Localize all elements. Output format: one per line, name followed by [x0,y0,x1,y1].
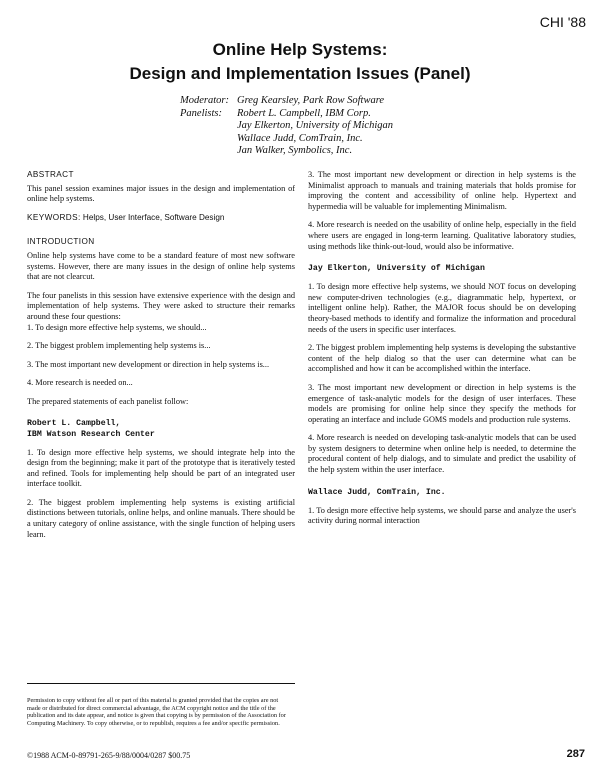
question-item: The prepared statements of each panelist follow: [27,396,189,406]
elkerton-heading: Jay Elkerton, University of Michigan [308,264,485,274]
question-item: 1. To design more effective help systems, we should... [27,322,207,332]
right-column [308,170,576,535]
permission-notice: Permission to copy without fee all or part of this material is granted provided that the copies are not made or distributed for direct commercial advantage, the ACM copyright notice and the title of the publication and its date appear, and notice is given that copying is by permission of the Association for Computing Machinery. To copy otherwise, or to republish, requires a fee and/or specific permission. [27,697,286,728]
panelists-list [237,108,393,158]
judd-answer: 1. To design more effective help systems, we should parse and analyze the user's activity during normal interaction [308,505,576,526]
panelist-name: Wallace Judd, ComTrain, Inc. [237,132,363,144]
campbell-answer: 2. The biggest problem implementing help systems is existing artificial distinctions between tutorials, online helps, and online manuals. There should be a unitary category of online assistance, with the single function of helping users learn. [27,497,295,539]
campbell-answer: 1. To design more effective help systems, we should integrate help into the design from the beginning; make it part of the prototype that is iteratively tested and refined. Tools for implementing help should be part of an integrated user interface toolkit. [27,447,295,489]
panelist-name: Robert L. Campbell, IBM Corp. [237,107,371,119]
elkerton-answer: 1. To design more effective help systems, we should NOT focus on developing new computer-driven technologies (e.g., diagrammatic help, hypertext, or intelligent online help). Rather, the MAJOR focus should be on developing theory-based methods to identify and formalize the information and procedural needs of the users in specific user interfaces. [308,282,576,334]
title-line-1: Online Help Systems: [212,40,388,59]
campbell-heading [27,418,295,440]
judd-heading: Wallace Judd, ComTrain, Inc. [308,487,446,497]
page-number: 287 [566,748,585,760]
panelist-name: Jan Walker, Symbolics, Inc. [237,145,353,156]
panelist-heading-affiliation: IBM Watson Research Center [27,429,155,439]
panelist-name: Jay Elkerton, University of Michigan [237,120,393,131]
keywords-text: Helps, User Interface, Software Design [82,212,225,222]
footnote-rule [27,683,295,684]
elkerton-answer: 2. The biggest problem implementing help systems is developing the substantive content of the help dialog so that the user can determine what can be accomplished and how it can be accomplished within the interface. [308,343,576,374]
title-line-2: Design and Implementation Issues (Panel) [129,64,471,83]
abstract-heading: ABSTRACT [27,170,74,179]
elkerton-answer: 4. More research is needed on developing task-analytic models that can be used by system designers to determine when online help is needed, to determine the procedural content of help dialogs, and to simulate and predict the usability of the help system within the user interface. [308,433,576,475]
question-item: 4. More research is needed on... [27,378,133,388]
keywords [27,213,295,224]
abstract-text: This panel session examines major issues in the design and implementation of online help systems. [27,183,295,204]
campbell-answer: 4. More research is needed on the usability of online help, especially in the field where users are engaged in long-term learning. Qualitative laboratory studies, using methods like think-out-loud, would also be informative. [308,220,576,251]
copyright-line: ©1988 ACM-0-89791-265-9/88/0004/0287 $00.75 [27,751,191,760]
conference-label: CHI '88 [539,14,586,30]
panelists-label: Panelists: [180,107,222,119]
elkerton-answer: 3. The most important new development or direction in help systems is the emergence of task-analytic models for the design of user interfaces. These models are promising for online help since they specify the methods for operating an interface and include GOMS models and production rule systems. [308,382,576,424]
campbell-answer: 3. The most important new development or direction in help systems is the Minimalist approach to manuals and training materials that holds promise for improving the content and accessibility of online help. Hypertext and hypermedia will be valuable for implementing Minimalism. [308,170,576,211]
moderator-label: Moderator: [180,95,229,106]
moderator-name: Greg Kearsley, Park Row Software [237,95,385,106]
question-item: 3. The most important new development or direction in help systems is... [27,359,270,369]
keywords-label: KEYWORDS: [27,212,81,222]
left-column [27,170,295,548]
panelist-heading-name: Robert L. Campbell, [27,418,121,428]
intro-paragraph: The four panelists in this session have extensive experience with the design and implementation of help systems. They were asked to structure their remarks around these four questions: [27,290,295,321]
introduction-heading: INTRODUCTION [27,237,95,247]
intro-paragraph: Online help systems have come to be a standard feature of most new software systems. However, there are many issues in the design of online help systems that are not clearcut. [27,250,295,282]
credits [180,95,460,158]
question-item: 2. The biggest problem implementing help systems is... [27,341,211,351]
